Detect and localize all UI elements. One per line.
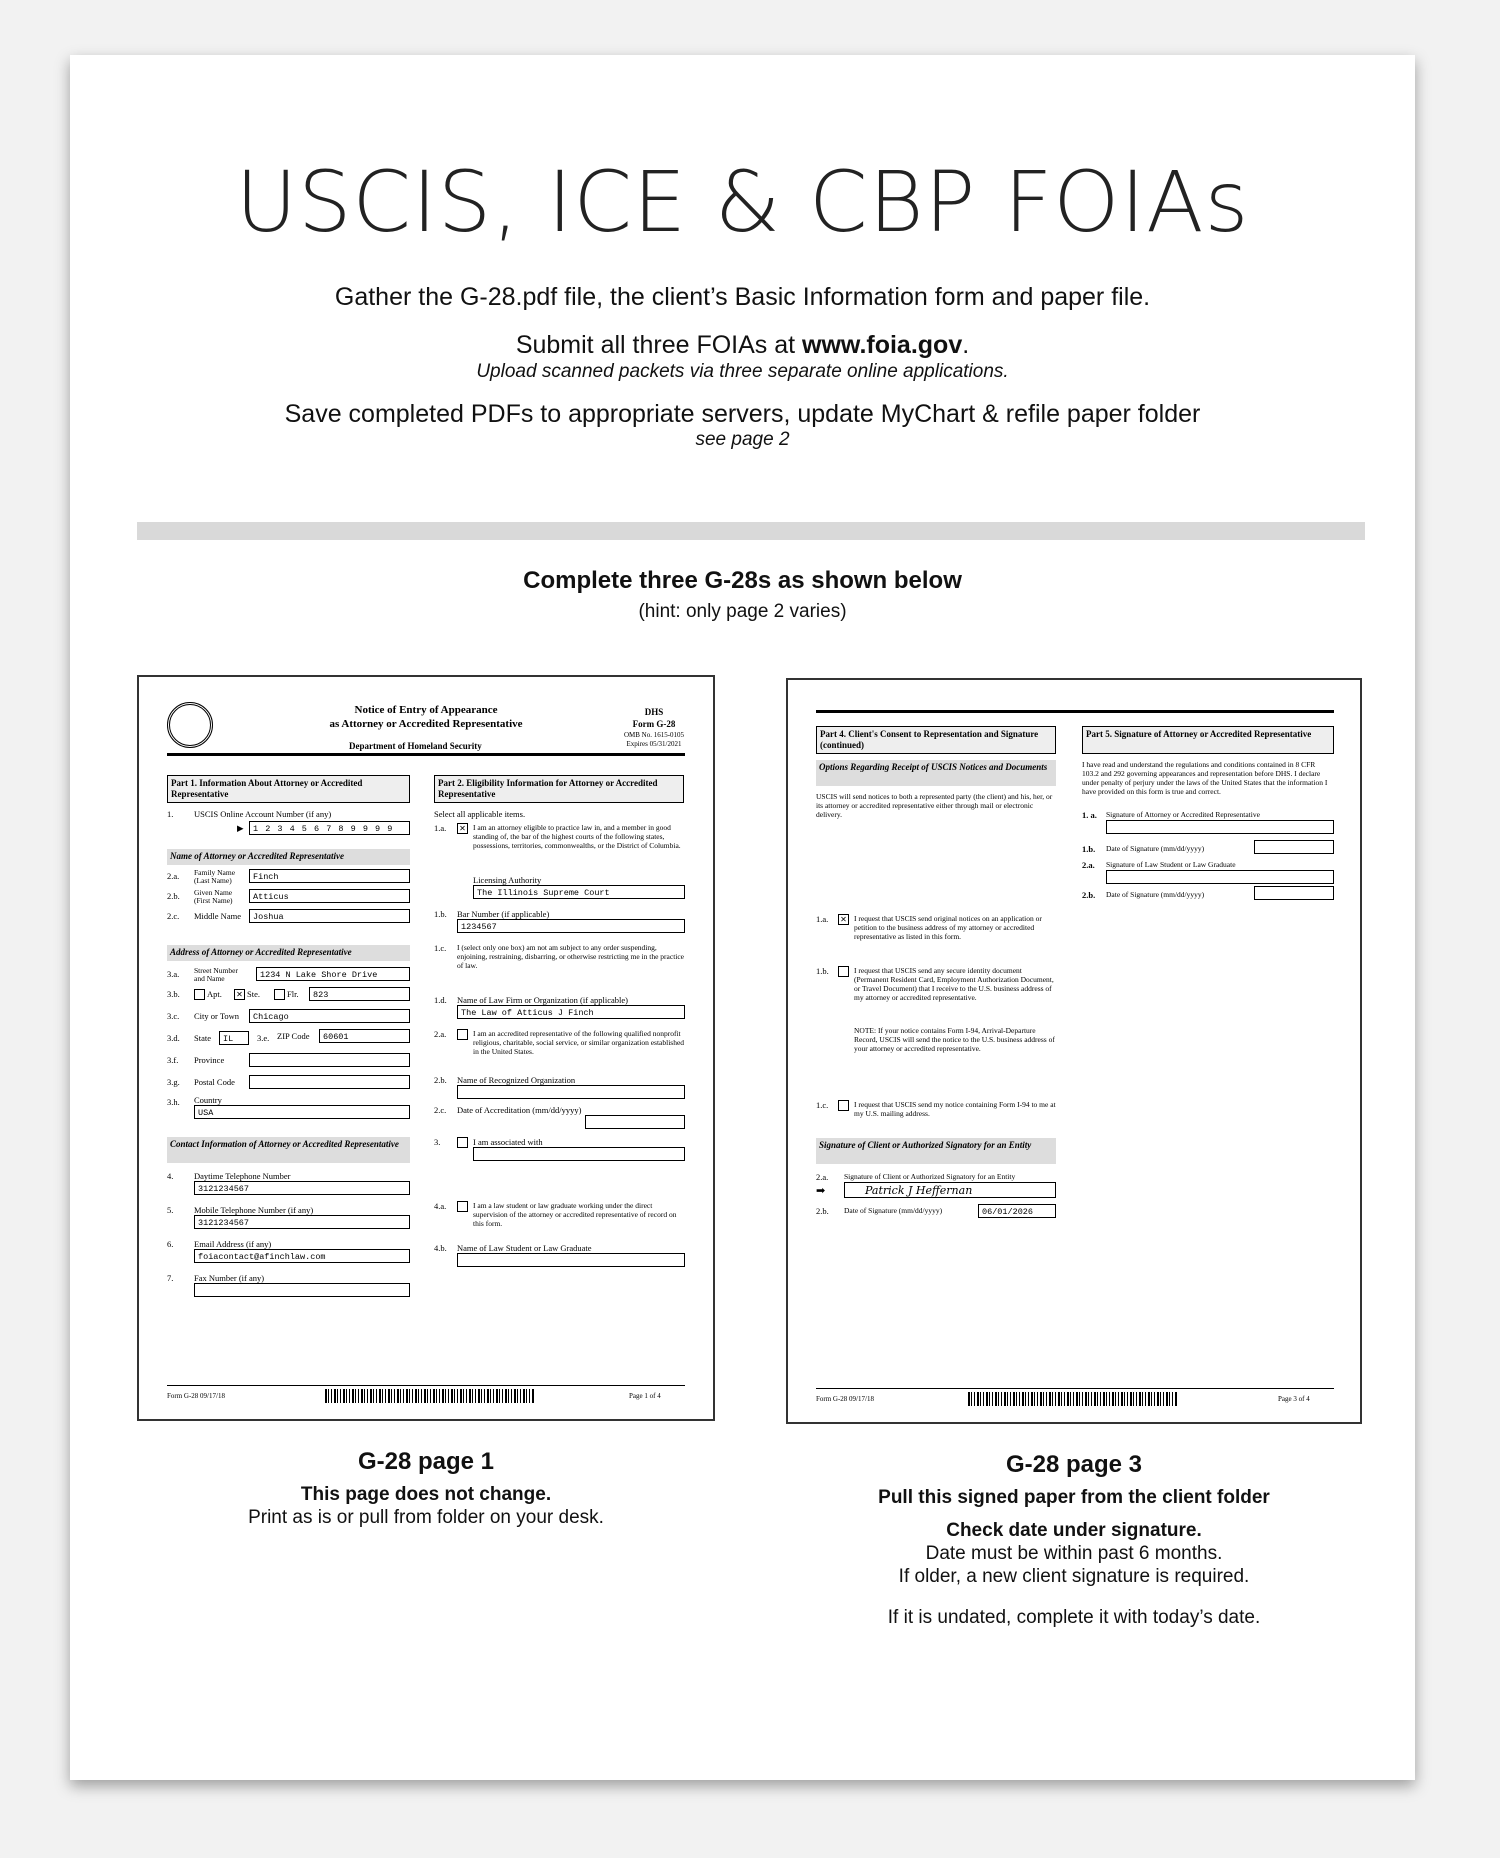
- i94-statement: I request that USCIS send my notice containing Form I-94 to me at my U.S. mailing address.: [854, 1100, 1056, 1118]
- client-date-field[interactable]: 06/01/2026: [978, 1204, 1056, 1218]
- mobile-field[interactable]: 3121234567: [194, 1215, 410, 1229]
- mobile-label: Mobile Telephone Number (if any): [194, 1205, 314, 1215]
- fax-label: Fax Number (if any): [194, 1273, 265, 1283]
- part5-header: Part 5. Signature of Attorney or Accredited Representative: [1082, 726, 1334, 754]
- recognized-org-field[interactable]: [457, 1085, 685, 1099]
- given-name-label: Given Name (First Name): [194, 888, 233, 905]
- instruction-line-1: Gather the G-28.pdf file, the client’s Basic Information form and paper file.: [334, 283, 1151, 311]
- attorney-checkbox[interactable]: ✕: [457, 823, 468, 834]
- attorney-signature-field[interactable]: [1106, 820, 1334, 834]
- barcode-icon: [968, 1392, 1178, 1406]
- caption-3-text-3: If it is undated, complete it with today’s date.: [887, 1607, 1261, 1628]
- uscis-account-field[interactable]: 1 2 3 4 5 6 7 8 9 9 9 9: [249, 821, 410, 835]
- student-signature-field[interactable]: [1106, 870, 1334, 884]
- part4-header: Part 4. Client's Consent to Representation and Signature (continued): [816, 726, 1056, 754]
- apt-checkbox[interactable]: [194, 989, 205, 1000]
- caption-3-bold-2: Check date under signature.: [946, 1520, 1202, 1541]
- postal-label: Postal Code: [194, 1077, 235, 1087]
- accredited-statement: I am an accredited representative of the following qualified nonprofit religious, charitable, social service, or similar organization established in the United States.: [473, 1029, 685, 1056]
- family-name-label: Family Name (Last Name): [194, 868, 236, 885]
- signature-section: Signature of Client or Authorized Signatory for an Entity: [816, 1138, 1056, 1164]
- fax-field[interactable]: [194, 1283, 410, 1297]
- bar-number-label: Bar Number (if applicable): [457, 909, 550, 919]
- country-label: Country: [194, 1095, 222, 1105]
- instruction-line-4: Save completed PDFs to appropriate servers, update MyChart & refile paper folder: [284, 400, 1201, 428]
- firm-label: Name of Law Firm or Organization (if applicable): [457, 995, 628, 1005]
- caption-page-1: [137, 1450, 715, 1529]
- province-field[interactable]: [249, 1053, 410, 1067]
- city-field[interactable]: Chicago: [249, 1009, 410, 1023]
- licensing-label: Licensing Authority: [473, 875, 542, 885]
- barcode-icon: [325, 1389, 535, 1403]
- client-signature-field[interactable]: Patrick J Heffernan: [844, 1182, 1056, 1198]
- caption-1-bold: This page does not change.: [300, 1484, 552, 1505]
- footer-form: Form G-28 09/17/18: [167, 1392, 225, 1400]
- caption-3-bold-1: Pull this signed paper from the client folder: [878, 1487, 1270, 1508]
- footer-page: Page 3 of 4: [1278, 1395, 1310, 1403]
- uscis-account-label: USCIS Online Account Number (if any): [194, 809, 332, 819]
- caption-3-text-1: Date must be within past 6 months.: [925, 1543, 1223, 1564]
- caption-3-text-2: If older, a new client signature is required.: [898, 1566, 1250, 1587]
- secure-docs-statement: I request that USCIS send any secure identity document (Permanent Resident Card, Employment Authorization Document, or Travel Document) that I receive to the U.S. business address of my attorney or accredited representative.: [854, 966, 1054, 1002]
- secure-docs-checkbox[interactable]: [838, 966, 849, 977]
- caption-page-3: [786, 1453, 1362, 1629]
- g28-page-1: Notice of Entry of Appearance as Attorney or Accredited Representative Department of Homeland Security DHS Form G-28 OMB No. 1615-0105 Expires 05/31/2021 Part 1. Information About Attorney or Accredited Representative 1. USCIS Online Account Number (if any) ▶ 1 2 3 4 5 6 7 8 9 9 9 9 Name of Attorney or Accredited Representative 2.a. Family Name (Last Name) Finch 2.b. Given Name (First Name) Atticus 2.c. Middle Name Joshua Address of Attorney or Accredited Representative 3.a. Street Number and Name 1234 N Lake Shore Drive 3.b. Apt. ✕ Ste. Flr. 823 3.c. City or Town Chicago 3.d. State IL 3.e. ZIP Code 60601 3.f. Province 3.g. Postal Code 3.h. Country USA Contact Information of Attorney or Accredited Representative 4. Daytime Telephone Number 3121234567 5. Mobile Telephone Number (if any) 3121234567 6. Email Address (if any) foiacontact@afinchlaw.com 7. Fax Number (if any) Part 2. Eligibility Information for Attorney or Accredited Representative Select all applicable items. 1.a. ✕ I am an attorney eligible to practice law in, and a member in good standing of, the bar of the highest courts of the following states, possessions, territories, commonwealths, or the District of Columbia. Licensing Authority The Illinois Supreme Court 1.b. Bar Number (if applicable) 1234567 1.c. I (select only one box) am not am subject to any order suspending, enjoining, restraining, disbarring, or otherwise restricting me in the practice of law. 1.d. Name of Law Firm or Organization (if applicable) The Law of Atticus J Finch 2.a. I am an accredited representative of the following qualified nonprofit religious, charitable, social service, or similar organization established in the United States. 2.b. Name of Recognized Organization 2.c. Date of Accreditation (mm/dd/yyyy) 3. I am associated with 4.a. I am a law student or law graduate working under the direct supervision of the attorney or accredited representative of record on this form. 4.b. Name of Law Student or Law Graduate Form G-28 09/17/18 Page 1 of 4: [137, 675, 715, 1421]
- flr-label: Flr.: [287, 989, 299, 999]
- family-name-field[interactable]: Finch: [249, 869, 410, 883]
- options-section: Options Regarding Receipt of USCIS Notices and Documents: [816, 760, 1056, 786]
- subject-order-statement: I (select only one box) am not am subject to any order suspending, enjoining, restraining, disbarring, or otherwise restricting me in the practice of law.: [457, 943, 685, 970]
- email-label: Email Address (if any): [194, 1239, 272, 1249]
- zip-label: ZIP Code: [277, 1031, 310, 1041]
- g28-page-3: Part 4. Client's Consent to Representation and Signature (continued) Options Regarding Receipt of USCIS Notices and Documents USCIS will send notices to both a represented party (the client) and his, her, or its attorney or accredited representative either through mail or electronic delivery. 1.a. ✕ I request that USCIS send original notices on an application or petition to the business address of my attorney or accredited representative as listed in this form. 1.b. I request that USCIS send any secure identity document (Permanent Resident Card, Employment Authorization Document, or Travel Document) that I receive to the U.S. business address of my attorney or accredited representative. NOTE: If your notice contains Form I-94, Arrival-Departure Record, USCIS will send the notice to the U.S. business address of your attorney or accredited representative. 1.c. I request that USCIS send my notice containing Form I-94 to me at my U.S. mailing address. Signature of Client or Authorized Signatory for an Entity 2.a. Signature of Client or Authorized Signatory for an Entity ➡ Patrick J Heffernan 2.b. Date of Signature (mm/dd/yyyy) 06/01/2026 Part 5. Signature of Attorney or Accredited Representative I have read and understand the regulations and conditions contained in 8 CFR 103.2 and 292 governing appearances and representation before DHS. I declare under penalty of perjury under the laws of the United States that the information I have provided on this form is true and correct. 1. a. Signature of Attorney or Accredited Representative 1.b. Date of Signature (mm/dd/yyyy) 2.a. Signature of Law Student or Law Graduate 2.b. Date of Signature (mm/dd/yyyy) Form G-28 09/17/18 Page 3 of 4: [786, 678, 1362, 1424]
- caption-3-title: G-28 page 3: [1005, 1451, 1143, 1478]
- given-name-field[interactable]: Atticus: [249, 889, 410, 903]
- firm-field[interactable]: The Law of Atticus J Finch: [457, 1005, 685, 1019]
- notices-statement: I request that USCIS send original notices on an application or petition to the business address of my attorney or accredited representative as listed in this form.: [854, 914, 1042, 941]
- phone-label: Daytime Telephone Number: [194, 1171, 291, 1181]
- divider-bar: [137, 522, 1365, 540]
- law-student-statement: I am a law student or law graduate working under the direct supervision of the attorney or accredited representative of record on this form.: [473, 1201, 677, 1228]
- associated-checkbox[interactable]: [457, 1137, 468, 1148]
- student-signature-label: Signature of Law Student or Law Graduate: [1106, 860, 1236, 869]
- attorney-signature-label: Signature of Attorney or Accredited Representative: [1106, 810, 1260, 819]
- state-field[interactable]: IL: [219, 1031, 249, 1045]
- arrow-icon: ▶: [237, 823, 244, 833]
- footer-form: Form G-28 09/17/18: [816, 1395, 874, 1403]
- options-text: USCIS will send notices to both a represented party (the client) and his, her, or its attorney or accredited representative either through mail or electronic delivery.: [816, 792, 1053, 819]
- phone-field[interactable]: 3121234567: [194, 1181, 410, 1195]
- bar-number-field[interactable]: 1234567: [457, 919, 685, 933]
- student-name-label: Name of Law Student or Law Graduate: [457, 1243, 592, 1253]
- state-label: State: [194, 1033, 211, 1043]
- zip-field[interactable]: 60601: [319, 1029, 410, 1043]
- omb-number: OMB No. 1615-0105: [623, 731, 685, 739]
- form-number: Form G-28: [632, 719, 676, 729]
- note-text: NOTE: If your notice contains Form I-94, Arrival-Departure Record, USCIS will send the notice to the U.S. business address of your attorney or accredited representative.: [854, 1026, 1055, 1053]
- province-label: Province: [194, 1055, 225, 1065]
- student-name-field[interactable]: [457, 1253, 685, 1267]
- caption-1-text: Print as is or pull from folder on your desk.: [248, 1507, 604, 1528]
- associated-field[interactable]: [473, 1147, 685, 1161]
- foia-link[interactable]: www.foia.gov: [802, 331, 963, 359]
- contact-section: Contact Information of Attorney or Accredited Representative: [167, 1137, 410, 1163]
- country-field[interactable]: USA: [194, 1105, 410, 1119]
- dept-name: Department of Homeland Security: [349, 741, 482, 751]
- client-signature-label: Signature of Client or Authorized Signatory for an Entity: [844, 1172, 1016, 1181]
- flr-checkbox[interactable]: [274, 989, 285, 1000]
- recognized-org-label: Name of Recognized Organization: [457, 1075, 576, 1085]
- form-title-1: Notice of Entry of Appearance: [354, 704, 498, 716]
- law-student-checkbox[interactable]: [457, 1201, 468, 1212]
- student-date-label: Date of Signature (mm/dd/yyyy): [1106, 890, 1205, 899]
- street-field[interactable]: 1234 N Lake Shore Drive: [256, 967, 410, 981]
- postal-field[interactable]: [249, 1075, 410, 1089]
- instruction-line-3: Upload scanned packets via three separate online applications.: [476, 361, 1009, 382]
- address-section: Address of Attorney or Accredited Representative: [167, 945, 410, 961]
- section-heading: Complete three G-28s as shown below: [523, 567, 962, 594]
- select-all-label: Select all applicable items.: [434, 809, 526, 819]
- instruction-line-5: see page 2: [695, 429, 790, 450]
- instruction-line-2: Submit all three FOIAs at www.foia.gov.: [515, 331, 970, 359]
- attorney-statement: I am an attorney eligible to practice law in, and a member in good standing of, the bar of the highest courts of the following states, possessions, territories, commonwealths, or the District of Columbia.: [473, 823, 681, 850]
- associated-label: I am associated with: [473, 1137, 543, 1147]
- instruction-sheet: [70, 55, 1415, 1780]
- ste-label: Ste.: [247, 989, 260, 999]
- dhs-label: DHS: [644, 707, 664, 717]
- client-date-label: Date of Signature (mm/dd/yyyy): [844, 1206, 943, 1215]
- ste-checkbox[interactable]: ✕: [234, 989, 245, 1000]
- licensing-field[interactable]: The Illinois Supreme Court: [473, 885, 685, 899]
- part2-header: Part 2. Eligibility Information for Attorney or Accredited Representative: [434, 775, 684, 803]
- notices-checkbox[interactable]: ✕: [838, 914, 849, 925]
- i94-checkbox[interactable]: [838, 1100, 849, 1111]
- caption-1-title: G-28 page 1: [357, 1448, 495, 1475]
- name-section: Name of Attorney or Accredited Representative: [167, 849, 410, 865]
- section-hint: (hint: only page 2 varies): [638, 601, 847, 622]
- unit-field[interactable]: 823: [309, 987, 410, 1001]
- street-label: Street Number and Name: [194, 966, 238, 983]
- accredited-checkbox[interactable]: [457, 1029, 468, 1040]
- student-date-field[interactable]: [1254, 886, 1334, 900]
- expires: Expires 05/31/2021: [626, 740, 682, 748]
- accreditation-date-label: Date of Accreditation (mm/dd/yyyy): [457, 1105, 582, 1115]
- arrow-right-icon: ➡: [816, 1185, 826, 1197]
- accreditation-date-field[interactable]: [585, 1115, 685, 1129]
- middle-name-field[interactable]: Joshua: [249, 909, 410, 923]
- attorney-date-label: Date of Signature (mm/dd/yyyy): [1106, 844, 1205, 853]
- page-title: USCIS, ICE & CBP FOIAs: [235, 153, 1250, 251]
- form-title-2: as Attorney or Accredited Representative: [329, 718, 523, 730]
- attorney-date-field[interactable]: [1254, 840, 1334, 854]
- part1-header: Part 1. Information About Attorney or Accredited Representative: [167, 775, 410, 803]
- apt-label: Apt.: [207, 989, 222, 999]
- middle-name-label: Middle Name: [194, 911, 241, 921]
- footer-page: Page 1 of 4: [629, 1392, 661, 1400]
- city-label: City or Town: [194, 1011, 240, 1021]
- email-field[interactable]: foiacontact@afinchlaw.com: [194, 1249, 410, 1263]
- part5-text: I have read and understand the regulations and conditions contained in 8 CFR 103.2 and 292 governing appearances and representation before DHS. I declare under penalty of perjury under the laws of the United States that the information I have provided on this form is true and correct.: [1082, 760, 1328, 796]
